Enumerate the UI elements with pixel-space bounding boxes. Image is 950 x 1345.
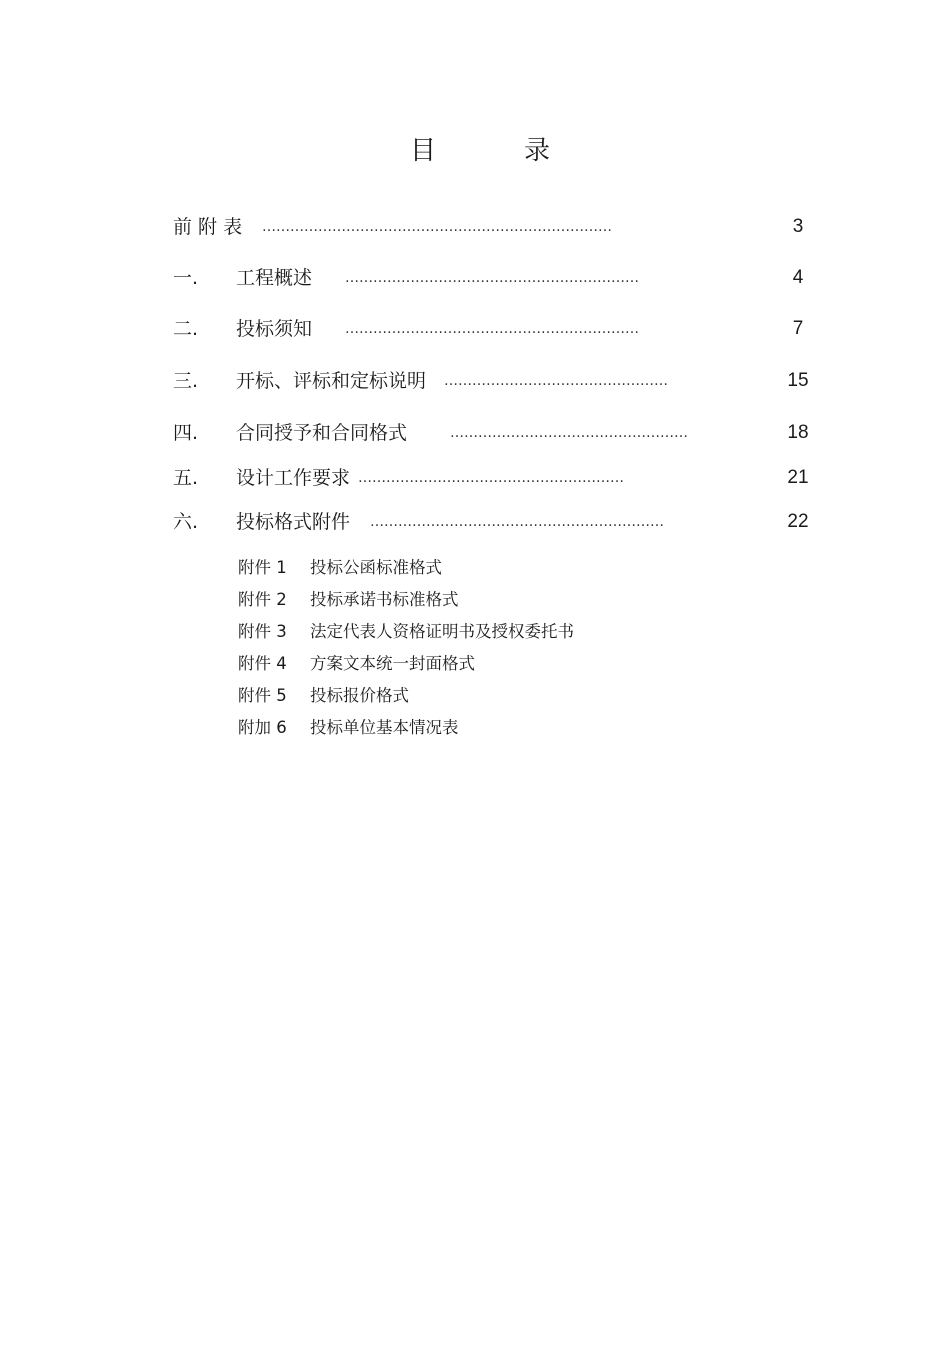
toc-entry-number: 五. bbox=[173, 467, 199, 489]
appendix-number: 附件 4 bbox=[238, 654, 287, 673]
appendix-number: 附件 1 bbox=[238, 558, 287, 577]
toc-entry[interactable] bbox=[0, 507, 950, 537]
toc-entry-number: 前 附 表 bbox=[173, 216, 243, 238]
toc-entry-number: 四. bbox=[173, 422, 199, 444]
toc-entry-number: 一. bbox=[173, 267, 199, 289]
toc-entry[interactable] bbox=[0, 263, 950, 293]
toc-page-number: 4 bbox=[792, 267, 804, 288]
appendix-number: 附件 2 bbox=[238, 590, 287, 609]
appendix-number: 附件 3 bbox=[238, 622, 287, 641]
appendix-number: 附件 5 bbox=[238, 686, 287, 705]
toc-entry-label: 工程概述 bbox=[236, 267, 313, 289]
toc-entry-number: 六. bbox=[173, 511, 199, 533]
appendix-label: 法定代表人资格证明书及授权委托书 bbox=[310, 622, 574, 641]
title-char-1: 目 bbox=[410, 136, 437, 166]
appendix-label: 投标单位基本情况表 bbox=[310, 718, 459, 737]
toc-leader-dots: ……………………………………………………… bbox=[345, 321, 639, 337]
appendix-label: 投标报价格式 bbox=[310, 686, 409, 705]
toc-entry-label: 合同授予和合同格式 bbox=[236, 422, 408, 444]
title-char-2: 录 bbox=[524, 136, 551, 166]
document-title bbox=[0, 133, 950, 173]
toc-entry[interactable] bbox=[0, 314, 950, 344]
appendix-number: 附加 6 bbox=[238, 718, 287, 737]
toc-leader-dots: ………………………………………………… bbox=[358, 470, 624, 486]
toc-entry[interactable] bbox=[0, 463, 950, 493]
toc-page-number: 18 bbox=[787, 422, 809, 443]
toc-entry-label: 投标格式附件 bbox=[236, 511, 351, 533]
appendix-label: 方案文本统一封面格式 bbox=[310, 654, 475, 673]
toc-entry-label: 设计工作要求 bbox=[236, 467, 351, 489]
toc-page-number: 21 bbox=[787, 467, 809, 488]
toc-leader-dots: …………………………………………… bbox=[450, 425, 688, 441]
toc-entry-label: 开标、评标和定标说明 bbox=[236, 370, 427, 392]
toc-leader-dots: ……………………………………………………… bbox=[370, 514, 664, 530]
toc-entry[interactable] bbox=[0, 418, 950, 448]
appendix-entry[interactable] bbox=[0, 651, 950, 677]
toc-entry-label: 投标须知 bbox=[236, 318, 313, 340]
appendix-entry[interactable] bbox=[0, 587, 950, 613]
toc-page-number: 3 bbox=[792, 216, 804, 237]
toc-entry-number: 二. bbox=[173, 318, 199, 340]
toc-entry-number: 三. bbox=[173, 370, 199, 392]
toc-entry[interactable] bbox=[0, 212, 950, 242]
appendix-entry[interactable] bbox=[0, 683, 950, 709]
toc-leader-dots: ………………………………………… bbox=[444, 373, 668, 389]
appendix-label: 投标承诺书标准格式 bbox=[310, 590, 459, 609]
appendix-label: 投标公函标准格式 bbox=[310, 558, 442, 577]
toc-page-number: 22 bbox=[787, 511, 809, 532]
toc-page-number: 7 bbox=[792, 318, 804, 339]
toc-page-number: 15 bbox=[787, 370, 809, 391]
toc-entry[interactable] bbox=[0, 366, 950, 396]
appendix-entry[interactable] bbox=[0, 715, 950, 741]
appendix-entry[interactable] bbox=[0, 555, 950, 581]
appendix-entry[interactable] bbox=[0, 619, 950, 645]
toc-leader-dots: ……………………………………………………… bbox=[345, 270, 639, 286]
toc-leader-dots: ………………………………………………………………… bbox=[262, 219, 612, 235]
